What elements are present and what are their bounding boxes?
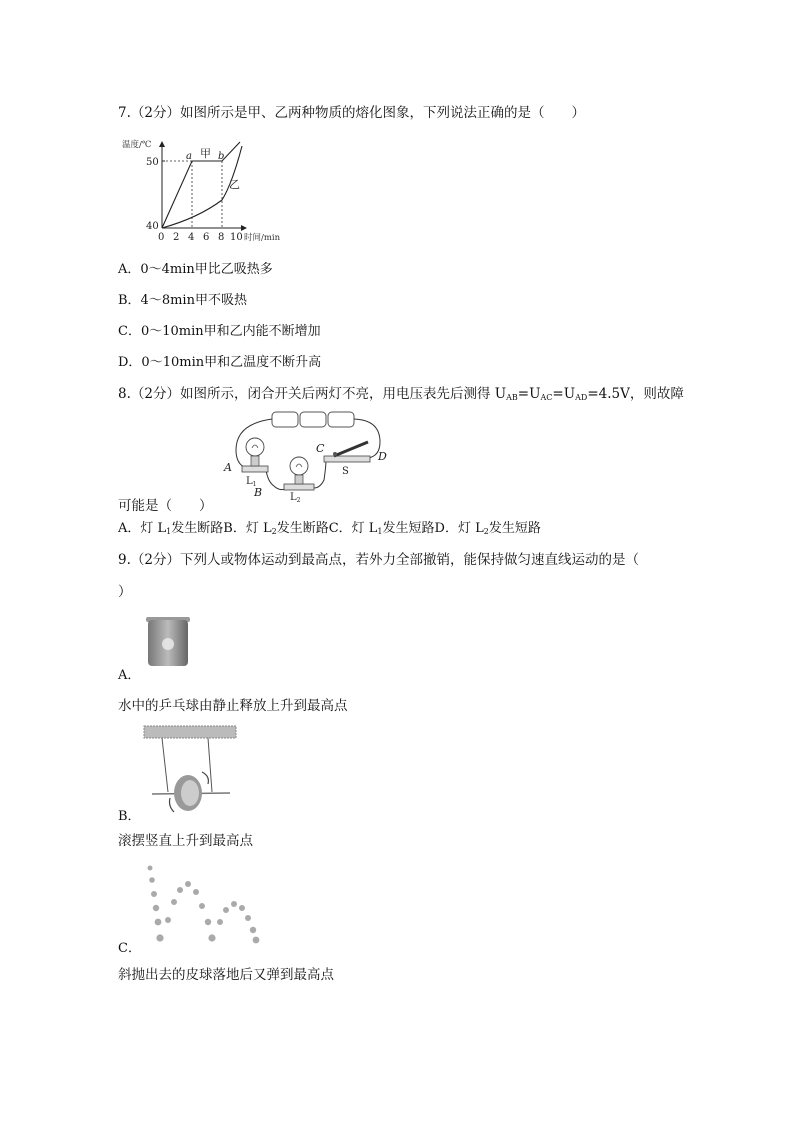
label-C: C [316, 442, 325, 455]
beaker-image [144, 614, 192, 668]
point-a: a [186, 151, 192, 162]
battery-pack [272, 412, 354, 427]
q7-option-a: A．0～4min甲比乙吸热多 [118, 262, 273, 277]
q7-option-c: C．0～10min甲和乙内能不断增加 [118, 324, 321, 339]
q9-option-b-letter: B． [118, 809, 141, 824]
label-L2: $L_2$ [290, 492, 301, 504]
label-D: D [378, 450, 387, 463]
q7-option-d: D．0～10min甲和乙温度不断升高 [118, 355, 322, 370]
point-b: b [218, 151, 225, 162]
q7-option-b: B．4～8min甲不吸热 [118, 293, 247, 308]
ytick-50: 50 [146, 157, 159, 168]
circuit-diagram [222, 408, 397, 504]
label-L1: $L_1$ [246, 476, 257, 488]
label-yi: 乙 [229, 178, 240, 191]
q9-option-c-letter: C． [118, 941, 141, 956]
question-9-stem: 9.（2分）下列人或物体运动到最高点，若外力全部撤销，能保持做匀速直线运动的是（ [118, 552, 639, 568]
ytick-40: 40 [146, 221, 159, 232]
question-9-stem-cont: ） [118, 584, 132, 600]
q9-option-b-text: 滚摆竖直上升到最高点 [118, 833, 253, 849]
xtick-0: 0 [158, 232, 165, 243]
question-7-stem: 7.（2分）如图所示是甲、乙两种物质的熔化图象，下列说法正确的是（ ） [118, 105, 585, 121]
label-B: B [254, 486, 263, 499]
pendulum-image [144, 726, 236, 814]
graph-ylabel: 温度/℃ [122, 140, 152, 150]
xtick-10: 10 [230, 232, 243, 243]
q9-option-a-letter: A． [118, 668, 141, 683]
q8-options: A．灯 $L_1$发生断路B．灯 $L_2$发生断路C．灯 $L_1$发生短路D．灯 $L_2$发生短路 [118, 521, 541, 536]
q9-option-a-text: 水中的乒乓球由静止释放上升到最高点 [118, 698, 348, 714]
bouncing-ball-image [140, 858, 270, 948]
question-8-stem: 8.（2分）如图所示，闭合开关后两灯不亮，用电压表先后测得 $U_{AB}=U_{AC}=U_{AD}=4.5V$，则故障 [118, 386, 684, 402]
question-8-stem-cont: 可能是（ ） [118, 498, 213, 514]
xtick-6: 6 [203, 232, 210, 243]
xtick-2: 2 [173, 232, 180, 243]
label-jia: 甲 [200, 147, 211, 160]
xtick-4: 4 [188, 232, 195, 243]
xtick-8: 8 [218, 232, 225, 243]
melting-graph [118, 134, 298, 246]
q9-option-c-text: 斜抛出去的皮球落地后又弹到最高点 [118, 967, 334, 983]
label-S: S [342, 466, 349, 477]
label-A: A [224, 461, 232, 474]
graph-xlabel: 时间/min [244, 233, 281, 243]
